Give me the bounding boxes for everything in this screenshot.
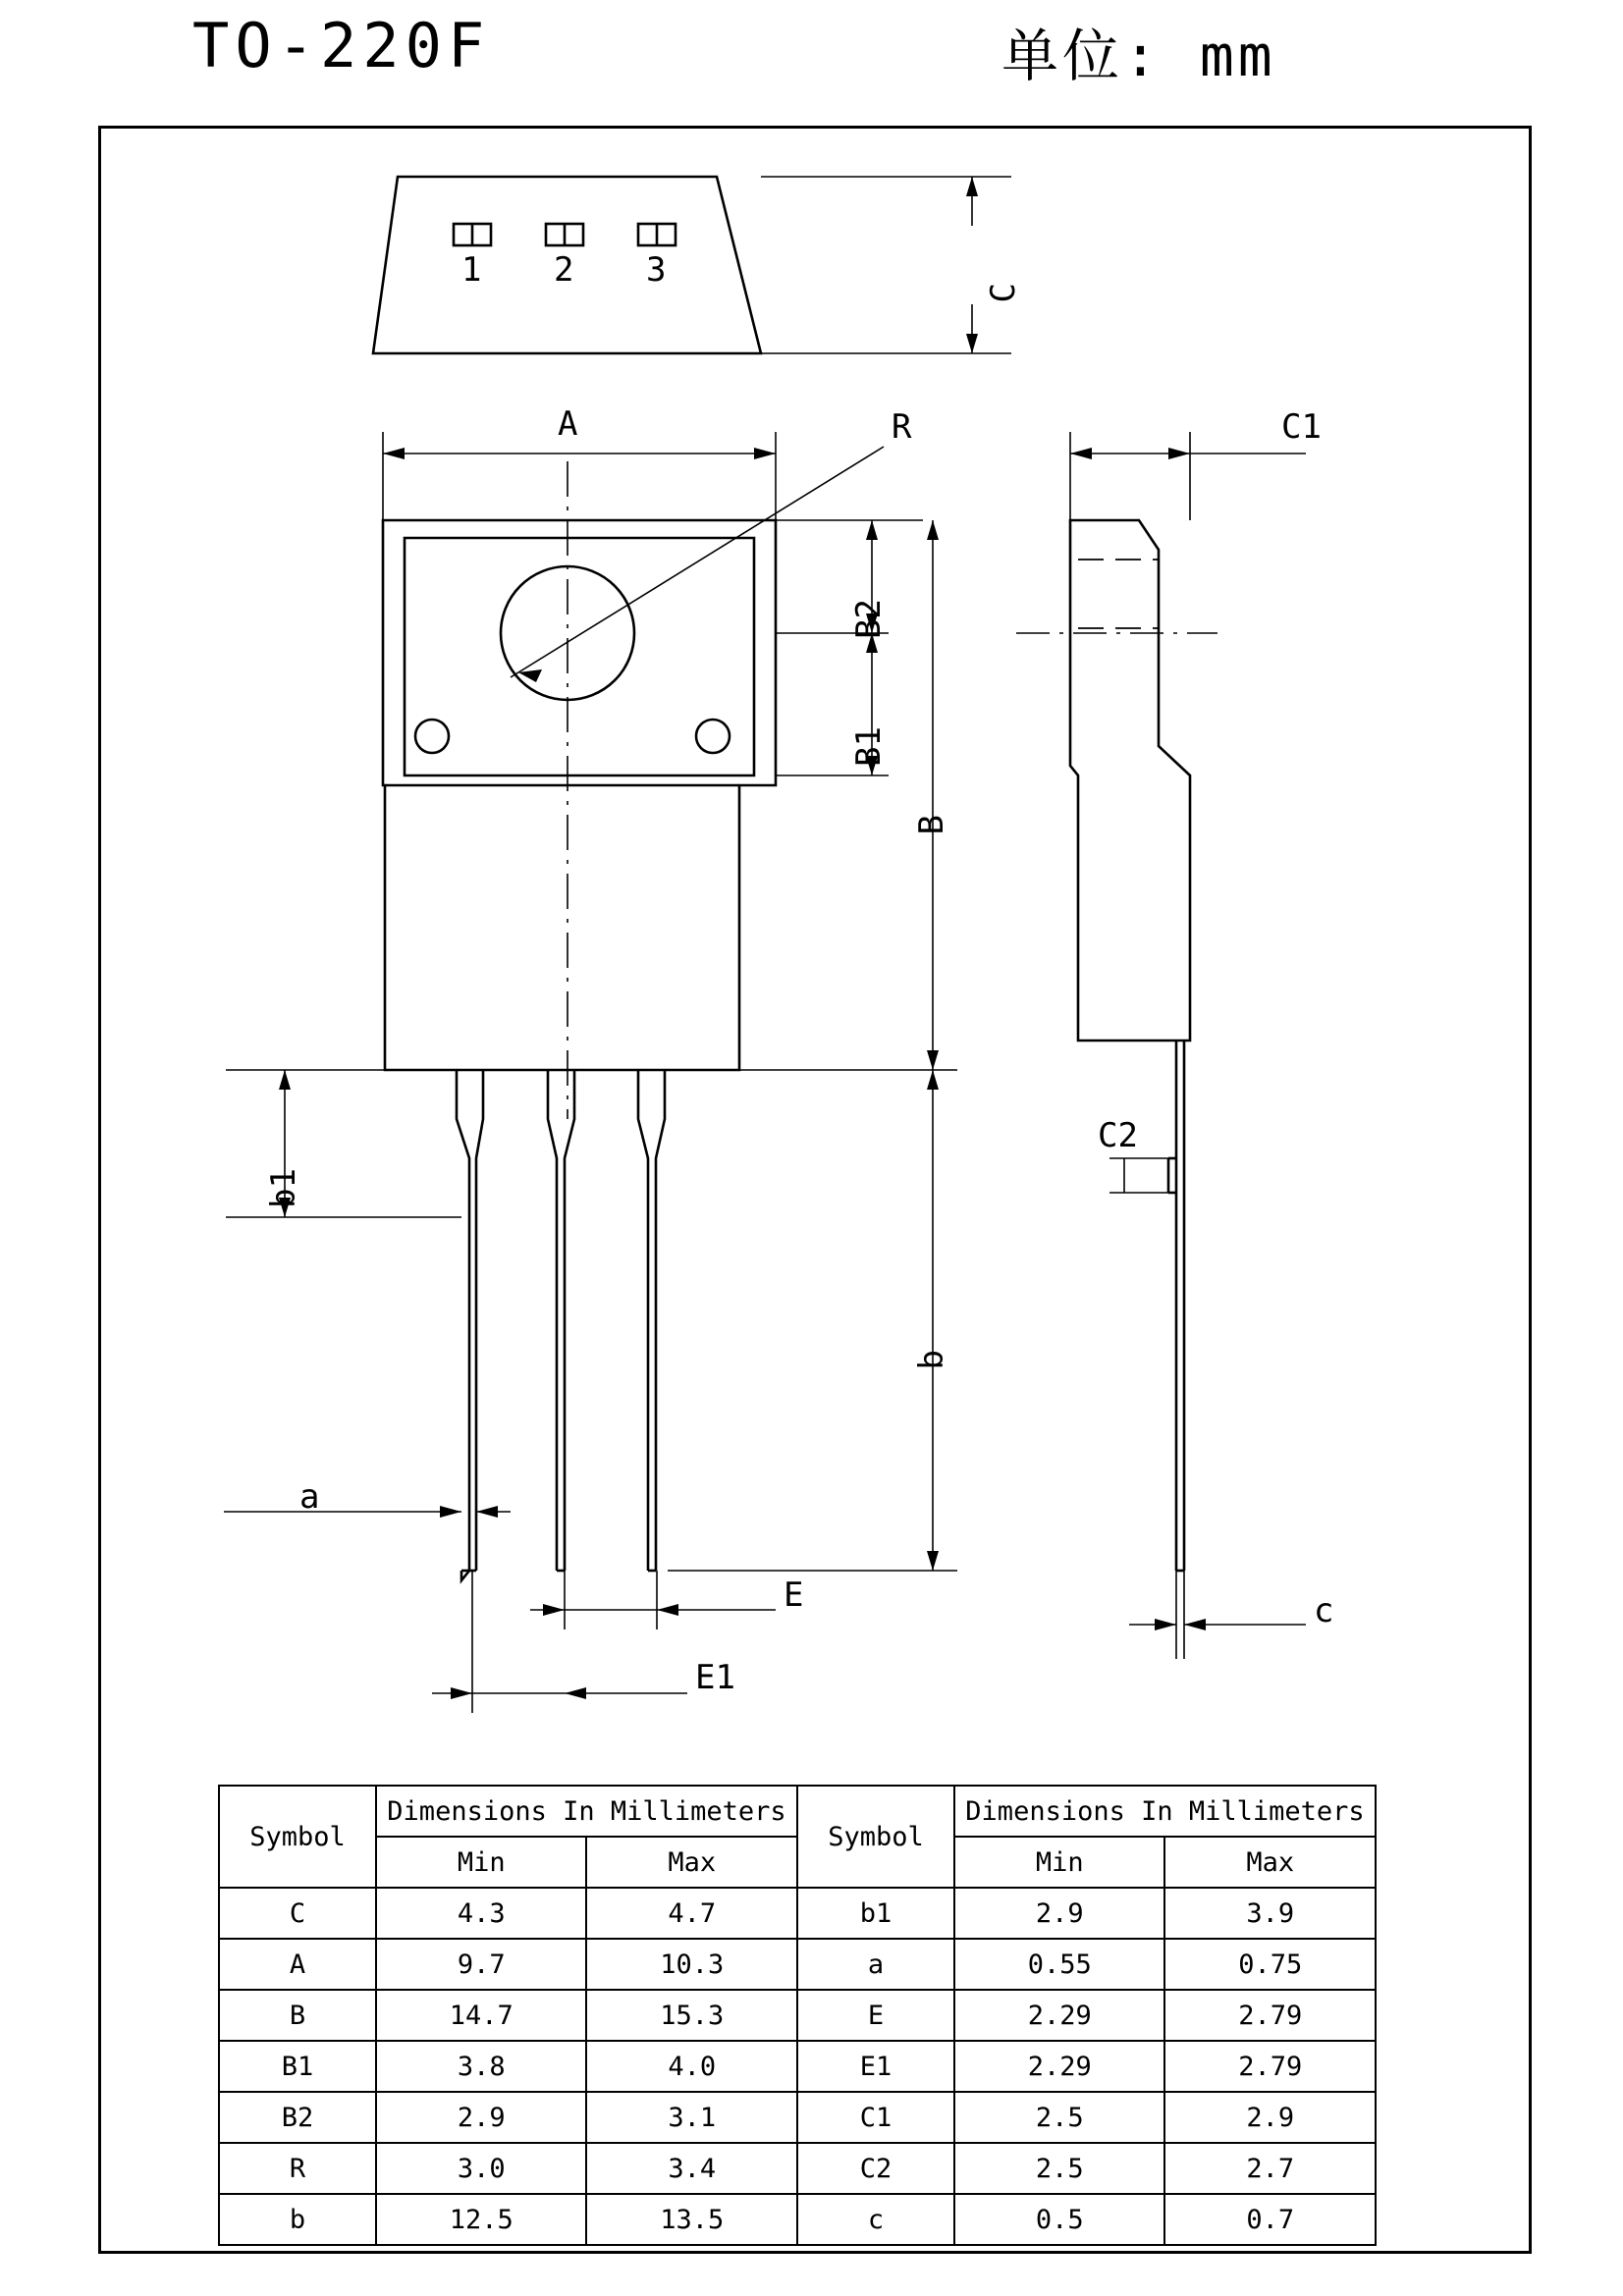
cell-symbol: B [219, 1990, 376, 2041]
cell-symbol: E [797, 1990, 954, 2041]
dim-label-B1: B1 [849, 726, 889, 767]
cell-symbol: B1 [219, 2041, 376, 2092]
table-row [219, 2194, 1376, 2245]
dim-label-B: B [912, 815, 951, 835]
cell-min: 2.5 [954, 2143, 1164, 2194]
cell-min: 0.55 [954, 1939, 1164, 1990]
cell-min: 3.0 [376, 2143, 586, 2194]
cell-max: 4.0 [586, 2041, 797, 2092]
cell-symbol: C2 [797, 2143, 954, 2194]
cell-min: 12.5 [376, 2194, 586, 2245]
cell-max: 3.1 [586, 2092, 797, 2143]
cell-min: 2.29 [954, 1990, 1164, 2041]
cell-min: 9.7 [376, 1939, 586, 1990]
header-symbol-right: Symbol [797, 1786, 954, 1888]
header-max-left: Max [586, 1837, 797, 1888]
dim-label-C: C [984, 283, 1023, 303]
cell-symbol: a [797, 1939, 954, 1990]
header-min-left: Min [376, 1837, 586, 1888]
cell-min: 2.5 [954, 2092, 1164, 2143]
dim-label-R: R [892, 407, 912, 447]
pin-3-label: 3 [646, 250, 667, 290]
header-symbol-left: Symbol [219, 1786, 376, 1888]
table-row [219, 2041, 1376, 2092]
table-row [219, 2092, 1376, 2143]
cell-max: 3.9 [1164, 1888, 1376, 1939]
dimensions-table [218, 1785, 1377, 2246]
header-max-right: Max [1164, 1837, 1376, 1888]
cell-min: 3.8 [376, 2041, 586, 2092]
pin-2-label: 2 [554, 250, 574, 290]
cell-min: 2.29 [954, 2041, 1164, 2092]
cell-min: 14.7 [376, 1990, 586, 2041]
table-row [219, 1990, 1376, 2041]
cell-max: 15.3 [586, 1990, 797, 2041]
page-title: TO-220F [192, 10, 491, 81]
dim-label-a: a [299, 1477, 320, 1517]
cell-symbol: C [219, 1888, 376, 1939]
cell-max: 2.9 [1164, 2092, 1376, 2143]
cell-max: 3.4 [586, 2143, 797, 2194]
cell-symbol: b1 [797, 1888, 954, 1939]
table-row [219, 1888, 1376, 1939]
cell-symbol: c [797, 2194, 954, 2245]
cell-max: 4.7 [586, 1888, 797, 1939]
unit-label: 单位: mm [1001, 23, 1276, 89]
cell-min: 2.9 [376, 2092, 586, 2143]
cell-max: 13.5 [586, 2194, 797, 2245]
table-row [219, 2143, 1376, 2194]
dim-label-b: b [912, 1350, 951, 1370]
dim-label-E: E [784, 1575, 804, 1615]
cell-symbol: R [219, 2143, 376, 2194]
cell-min: 4.3 [376, 1888, 586, 1939]
cell-max: 10.3 [586, 1939, 797, 1990]
dim-label-A: A [558, 404, 578, 444]
cell-max: 2.79 [1164, 2041, 1376, 2092]
pin-1-label: 1 [461, 250, 482, 290]
cell-symbol: A [219, 1939, 376, 1990]
dim-label-E1: E1 [695, 1658, 735, 1697]
cell-symbol: b [219, 2194, 376, 2245]
dim-label-c: c [1314, 1591, 1334, 1630]
dim-label-C1: C1 [1281, 407, 1322, 447]
dim-label-C2: C2 [1098, 1116, 1138, 1155]
cell-symbol: E1 [797, 2041, 954, 2092]
dim-label-B2: B2 [849, 599, 889, 639]
cell-min: 0.5 [954, 2194, 1164, 2245]
cell-max: 2.7 [1164, 2143, 1376, 2194]
cell-symbol: B2 [219, 2092, 376, 2143]
cell-symbol: C1 [797, 2092, 954, 2143]
header-min-right: Min [954, 1837, 1164, 1888]
cell-min: 2.9 [954, 1888, 1164, 1939]
header-dims-right: Dimensions In Millimeters [954, 1786, 1376, 1837]
cell-max: 2.79 [1164, 1990, 1376, 2041]
cell-max: 0.7 [1164, 2194, 1376, 2245]
header-dims-left: Dimensions In Millimeters [376, 1786, 797, 1837]
table-row [219, 1939, 1376, 1990]
cell-max: 0.75 [1164, 1939, 1376, 1990]
dim-label-b1: b1 [264, 1168, 303, 1208]
table-header-row [219, 1786, 1376, 1837]
